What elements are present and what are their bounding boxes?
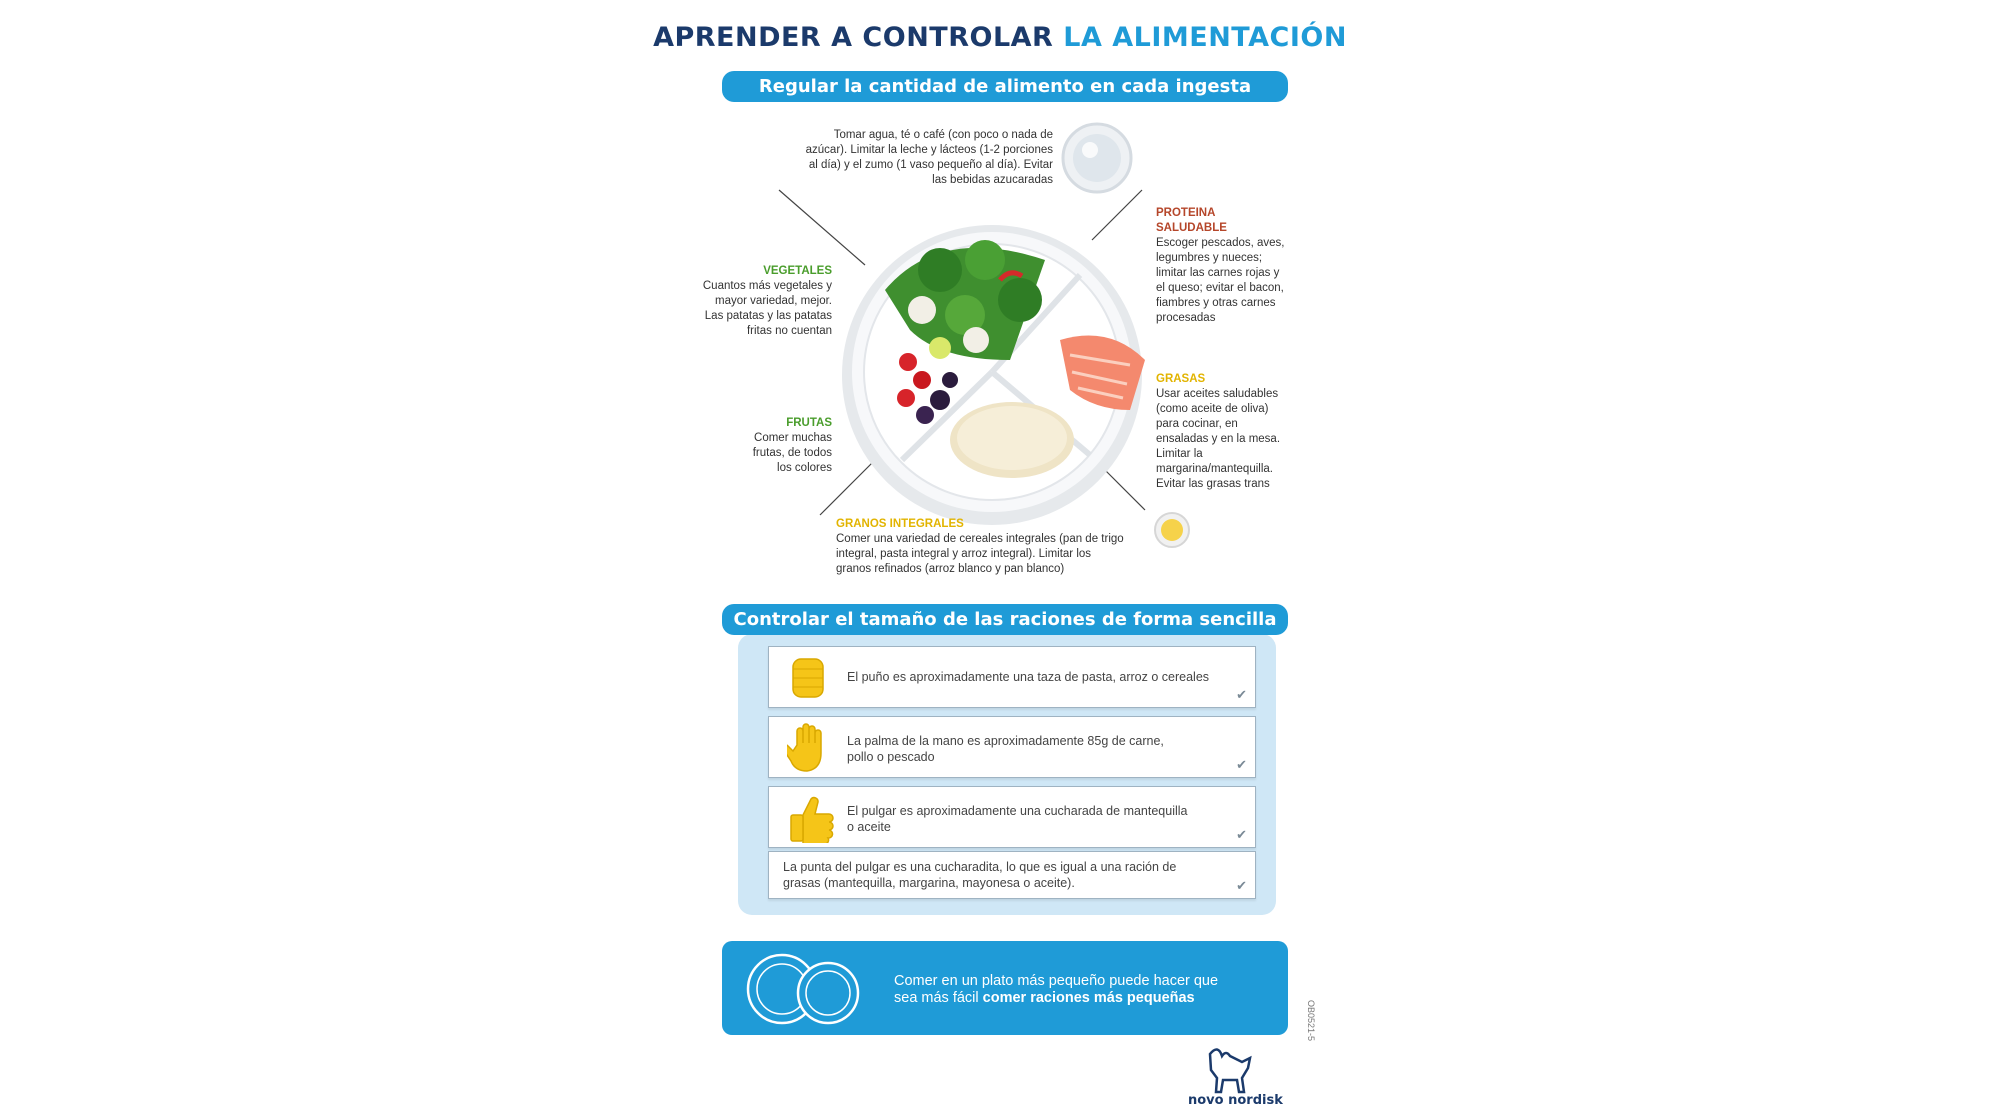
protein-text: Escoger pescados, aves, legumbres y nueces; limitar las carnes rojas y el queso; evitar el bacon, fiambres y otras carnes procesadas (1156, 237, 1285, 324)
drink-note: Tomar agua, té o café (con poco o nada de azúcar). Limitar la leche y lácteos (1-2 porciones al día) y el zumo (1 vaso pequeño al día). Evitar las bebidas azucaradas (805, 129, 1053, 186)
grains-note (836, 517, 1126, 577)
water-glass-icon (1063, 124, 1131, 192)
check-icon: ✔ (1236, 687, 1247, 702)
vegetables-heading: VEGETALES (763, 265, 832, 277)
portion-text-fist: El puño es aproximadamente una taza de pasta, arroz o cereales (847, 670, 1210, 684)
tip-text (894, 973, 1218, 1007)
connector-line (779, 190, 865, 265)
tip-text-line1: Comer en un plato más pequeño puede hacer que (894, 973, 1219, 989)
portion-text-tip-2: grasas (mantequilla, margarina, mayonesa o aceite). (783, 876, 1075, 890)
portion-text-thumb-1: El pulgar es aproximadamente una cucharada de mantequilla (847, 804, 1188, 818)
section1-banner: Regular la cantidad de alimento en cada ingesta (722, 71, 1288, 102)
palm-icon (787, 723, 833, 773)
tip-text-line2: sea más fácil (894, 990, 979, 1006)
portion-text-tip-1: La punta del pulgar es una cucharadita, lo que es igual a una ración de (783, 860, 1177, 874)
protein-heading: PROTEINA SALUDABLE (1156, 207, 1227, 234)
fats-heading: GRASAS (1156, 373, 1206, 385)
page-title (600, 22, 1400, 53)
vegetables-text: Cuantos más vegetales y mayor variedad, mejor. Las patatas y las patatas fritas no cuentan (702, 280, 832, 337)
check-icon: ✔ (1236, 757, 1247, 772)
document-code: OB0521-5 (1306, 1000, 1316, 1042)
oil-dish-icon (1155, 513, 1189, 547)
check-icon: ✔ (1236, 878, 1247, 893)
portion-text-palm-2: pollo o pescado (847, 750, 935, 764)
fats-note (1156, 372, 1288, 492)
thumbs-up-icon (783, 793, 839, 843)
connector-line (1092, 190, 1142, 240)
title-part-1: APRENDER A CONTROLAR (653, 22, 1054, 53)
small-plate-tip (722, 941, 1288, 1035)
protein-note (1156, 206, 1288, 326)
fruits-text: Comer muchas frutas, de todos los colores (752, 432, 832, 474)
grains-heading: GRANOS INTEGRALES (836, 518, 964, 530)
fruits-heading: FRUTAS (786, 417, 832, 429)
portion-card-fist (768, 646, 1256, 708)
check-icon: ✔ (1236, 827, 1247, 842)
logo-text: novo nordisk (1188, 1093, 1283, 1108)
portion-card-thumb-tip (768, 851, 1256, 899)
title-part-2: LA ALIMENTACIÓN (1063, 22, 1347, 53)
portion-card-thumb (768, 786, 1256, 848)
fruits-note (740, 416, 832, 476)
tip-text-bold: comer raciones más pequeñas (982, 990, 1195, 1006)
portion-text-palm-1: La palma de la mano es aproximadamente 85g de carne, (847, 734, 1164, 748)
fist-icon (787, 655, 829, 701)
vegetables-note (700, 264, 832, 339)
grains-text: Comer una variedad de cereales integrales (pan de trigo integral, pasta integral y arroz integral). Limitar los granos refinados (arroz blanco y pan blanco) (836, 533, 1124, 575)
portion-text-thumb-2: o aceite (847, 820, 891, 834)
novo-nordisk-bull-logo (1200, 1044, 1256, 1094)
fats-text: Usar aceites saludables (como aceite de oliva) para cocinar, en ensaladas y en la mesa. Limitar la margarina/mantequilla. Evitar las grasas trans (1156, 388, 1281, 490)
plates-icon (744, 951, 864, 1027)
portion-card-palm (768, 716, 1256, 778)
section2-banner: Controlar el tamaño de las raciones de forma sencilla (722, 604, 1288, 635)
